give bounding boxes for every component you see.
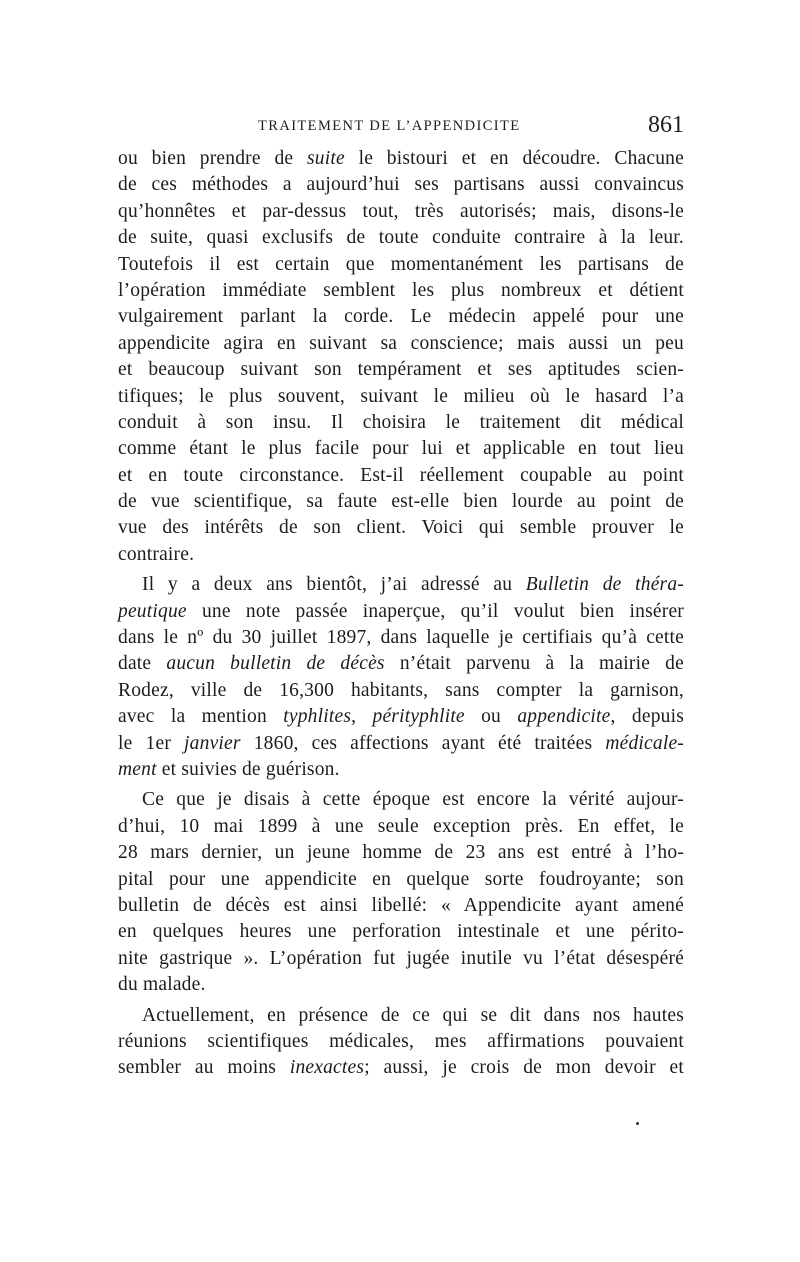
text-line: Ce que je disais à cette époque est encore la vérité aujour-	[142, 789, 684, 811]
text-line: sembler au moins inexactes; aussi, je crois de mon devoir et	[118, 1057, 684, 1079]
text-line: date aucun bulletin de décès n’était parvenu à la mairie de	[118, 653, 684, 675]
body-text	[118, 146, 684, 1082]
text-line: ou bien prendre de suite le bistouri et en découdre. Chacune	[118, 148, 684, 169]
text-line: et en toute circonstance. Est-il réellement coupable au point	[118, 464, 684, 486]
italic-text: janvier	[184, 732, 241, 754]
text-line: peutique une note passée inaperçue, qu’il voulut bien insérer	[118, 600, 684, 622]
paragraph	[118, 572, 684, 783]
text-line: Actuellement, en présence de ce qui se dit dans nos hautes	[142, 1004, 684, 1026]
running-header	[118, 112, 684, 142]
text-line: réunions scientifiques médicales, mes affirmations pouvaient	[118, 1030, 684, 1052]
text-line: vue des intérêts de son client. Voici qui semble prouver le	[118, 517, 684, 539]
text-line: en quelques heures une perforation intestinale et une périto-	[118, 921, 684, 943]
text-line: de ces méthodes a aujourd’hui ses partisans aussi convaincus	[118, 174, 684, 196]
text-line: appendicite agira en suivant sa conscience; mais aussi un peu	[118, 332, 684, 354]
text-line: et beaucoup suivant son tempérament et ses aptitudes scien-	[118, 359, 684, 381]
text-line: 28 mars dernier, un jeune homme de 23 ans est entré à l’ho-	[118, 842, 684, 864]
text-line: Rodez, ville de 16,300 habitants, sans compter la garnison,	[118, 679, 684, 701]
text-line: du malade.	[118, 974, 206, 996]
running-title: TRAITEMENT DE L’APPENDICITE	[258, 118, 521, 134]
text-line: conduit à son insu. Il choisira le traitement dit médical	[118, 411, 684, 433]
text-line: de suite, quasi exclusifs de toute conduite contraire à la leur.	[118, 227, 684, 249]
text-line: avec la mention typhlites, pérityphlite ou appendicite, depuis	[118, 706, 684, 728]
italic-text: appendicite	[517, 706, 611, 728]
paragraph	[118, 1003, 684, 1082]
page-number: 861	[648, 112, 684, 138]
text-line: le 1er janvier 1860, ces affections ayant été traitées médicale-	[118, 732, 684, 754]
paragraph	[118, 787, 684, 998]
text-line: Toutefois il est certain que momentanément les partisans de	[118, 253, 684, 275]
italic-text: médicale-	[605, 732, 684, 754]
italic-text: ment	[118, 758, 157, 780]
text-line: nite gastrique ». L’opération fut jugée inutile vu l’état désespéré	[118, 947, 684, 969]
text-line: de vue scientifique, sa faute est-elle bien lourde au point de	[118, 491, 684, 513]
text-line: tifiques; le plus souvent, suivant le milieu où le hasard l’a	[118, 385, 684, 407]
italic-text: suite	[307, 148, 345, 169]
text-line: vulgairement parlant la corde. Le médecin appelé pour une	[118, 306, 684, 328]
paragraph	[118, 146, 684, 568]
text-line: d’hui, 10 mai 1899 à une seule exception près. En effet, le	[118, 815, 684, 837]
italic-text: aucun bulletin de décès	[166, 653, 385, 675]
italic-text: peutique	[118, 600, 187, 622]
print-speck	[636, 1122, 639, 1125]
italic-text: Bulletin de théra-	[525, 574, 684, 596]
text-line: l’opération immédiate semblent les plus nombreux et détient	[118, 279, 684, 301]
italic-text: typhlites	[283, 706, 352, 728]
text-line: contraire.	[118, 543, 195, 565]
text-line: Il y a deux ans bientôt, j’ai adressé au Bulletin de théra-	[142, 574, 684, 596]
italic-text: pérityphlite	[372, 706, 465, 728]
text-line: pital pour une appendicite en quelque sorte foudroyante; son	[118, 868, 684, 890]
text-line: ment et suivies de guérison.	[118, 758, 340, 780]
italic-text: inexactes	[289, 1057, 365, 1079]
text-line: dans le nº du 30 juillet 1897, dans laquelle je certifiais qu’à cette	[118, 627, 684, 649]
text-line: comme étant le plus facile pour lui et applicable en tout lieu	[118, 438, 684, 460]
text-line: bulletin de décès est ainsi libellé: « Appendicite ayant amené	[118, 894, 684, 916]
text-line: qu’honnêtes et par-dessus tout, très autorisés; mais, disons-le	[118, 200, 684, 222]
